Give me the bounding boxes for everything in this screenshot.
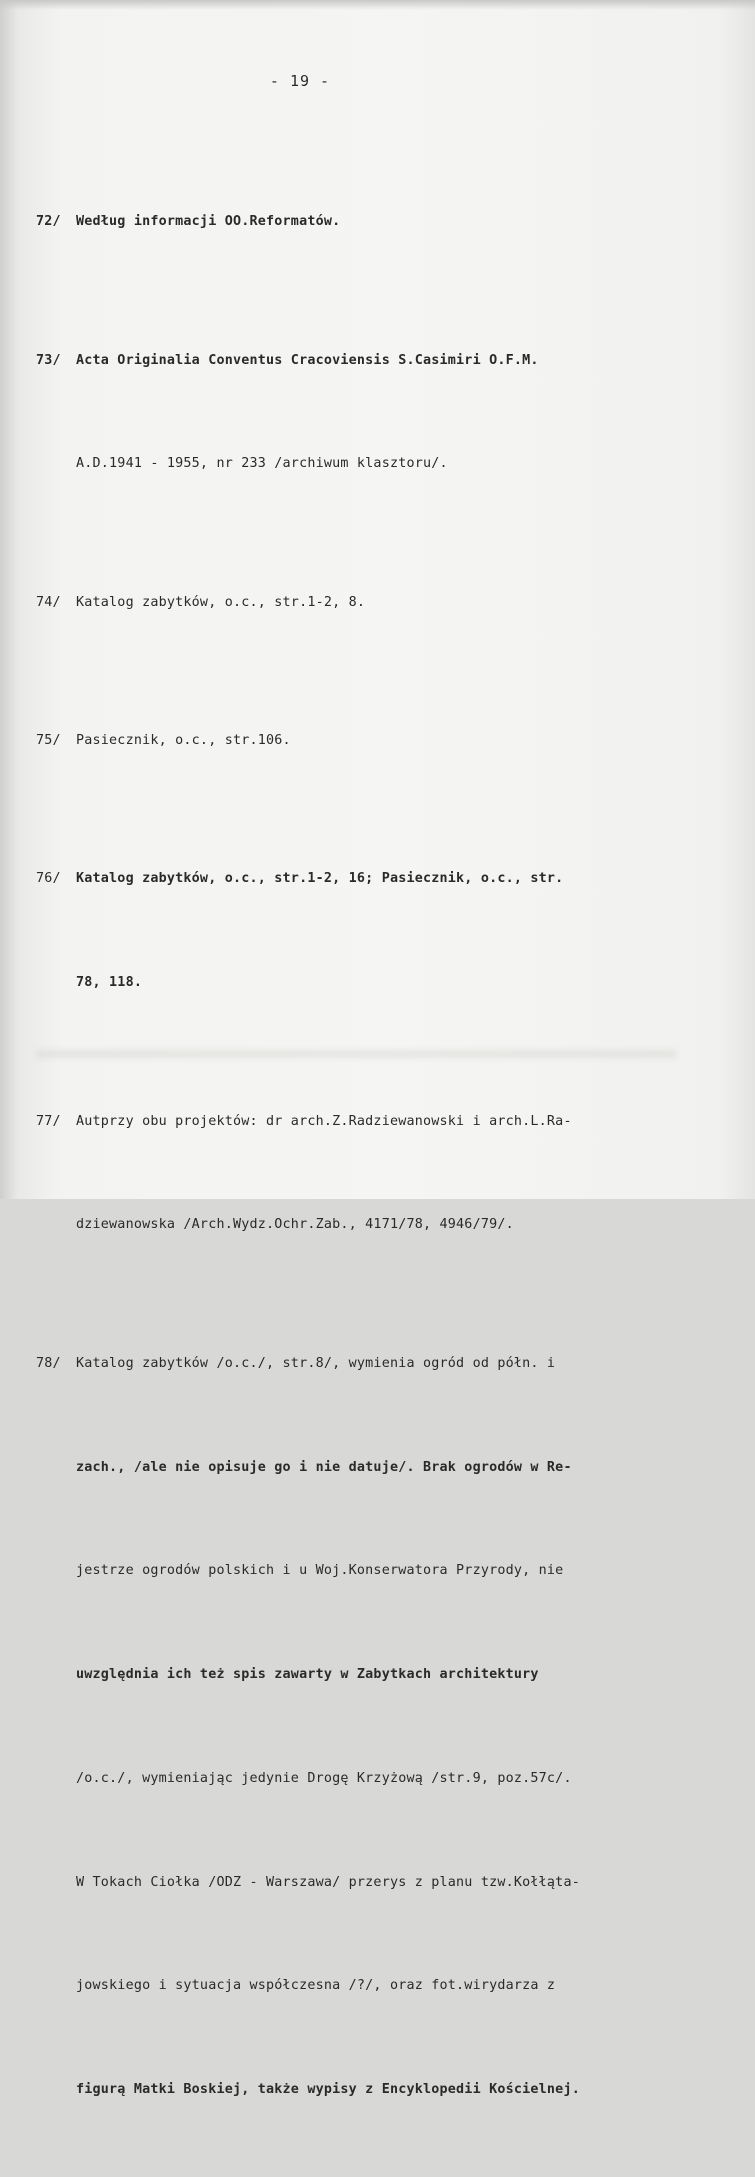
footnote-text: Katalog zabytków, o.c., str.1-2, 8. bbox=[76, 594, 366, 610]
footnote-number: 73/ bbox=[36, 352, 61, 368]
footnote-text: A.D.1941 - 1955, nr 233 /archiwum klasztoru/. bbox=[76, 456, 448, 472]
footnote-line bbox=[36, 966, 716, 1001]
footnote-line bbox=[36, 344, 716, 379]
footnote-line bbox=[36, 1969, 716, 2004]
footnote-number: 72/ bbox=[36, 214, 61, 230]
footnote-text: jowskiego i sytuacja współczesna /?/, oraz fot.wirydarza z bbox=[76, 1978, 556, 1994]
footnote-line bbox=[36, 1762, 716, 1797]
footnote-line bbox=[36, 1866, 716, 1901]
footnote-number: 76/ bbox=[36, 871, 61, 887]
footnote-line bbox=[36, 724, 716, 759]
footnote-text: W Tokach Ciołka /ODZ - Warszawa/ przerys z planu tzw.Kołłąta- bbox=[76, 1874, 580, 1890]
page-number: - 19 - bbox=[269, 72, 331, 90]
footnote-line bbox=[36, 1208, 716, 1243]
footnote-text: figurą Matki Boskiej, także wypisy z Encyklopedii Kościelnej. bbox=[76, 2082, 580, 2098]
footnote-line bbox=[36, 1658, 716, 1693]
footnote-text: Acta Originalia Conventus Cracoviensis S.Casimiri O.F.M. bbox=[76, 352, 539, 368]
footnote-number: 78/ bbox=[36, 1355, 61, 1371]
footnote-text: Katalog zabytków /o.c./, str.8/, wymienia ogród od półn. i bbox=[76, 1355, 556, 1371]
footnote-text: zach., /ale nie opisuje go i nie datuje/. Brak ogrodów w Re- bbox=[76, 1459, 572, 1475]
footnote-text: dziewanowska /Arch.Wydz.Ochr.Zab., 4171/78, 4946/79/. bbox=[76, 1217, 514, 1233]
footnote-line bbox=[36, 2073, 716, 2108]
show-through-shadow bbox=[36, 1050, 676, 1058]
footnote-line bbox=[36, 1347, 716, 1382]
footnote-line bbox=[36, 862, 716, 897]
footnote-text: Katalog zabytków, o.c., str.1-2, 16; Pasiecznik, o.c., str. bbox=[76, 871, 564, 887]
footnote-number: 75/ bbox=[36, 733, 61, 749]
footnote-number: 77/ bbox=[36, 1113, 61, 1129]
footnote-line bbox=[36, 1105, 716, 1140]
footnote-text: jestrze ogrodów polskich i u Woj.Konserwatora Przyrody, nie bbox=[76, 1563, 564, 1579]
footnote-line bbox=[36, 586, 716, 621]
footnote-text: /o.c./, wymieniając jedynie Drogę Krzyżową /str.9, poz.57c/. bbox=[76, 1770, 572, 1786]
footnote-text: Autprzy obu projektów: dr arch.Z.Radziewanowski i arch.L.Ra- bbox=[76, 1113, 572, 1129]
footnote-line bbox=[36, 205, 716, 240]
footnote-line bbox=[36, 447, 716, 482]
footnote-line bbox=[36, 1451, 716, 1486]
footnote-line bbox=[36, 1554, 716, 1589]
footnote-text: Pasiecznik, o.c., str.106. bbox=[76, 733, 291, 749]
footnote-text: uwzględnia ich też spis zawarty w Zabytkach architektury bbox=[76, 1667, 539, 1683]
footnote-text: 78, 118. bbox=[76, 975, 143, 991]
scan-edge bbox=[0, 0, 755, 10]
footnote-text: Według informacji OO.Reformatów. bbox=[76, 214, 341, 230]
footnote-number: 74/ bbox=[36, 594, 61, 610]
footnotes bbox=[36, 136, 716, 2177]
